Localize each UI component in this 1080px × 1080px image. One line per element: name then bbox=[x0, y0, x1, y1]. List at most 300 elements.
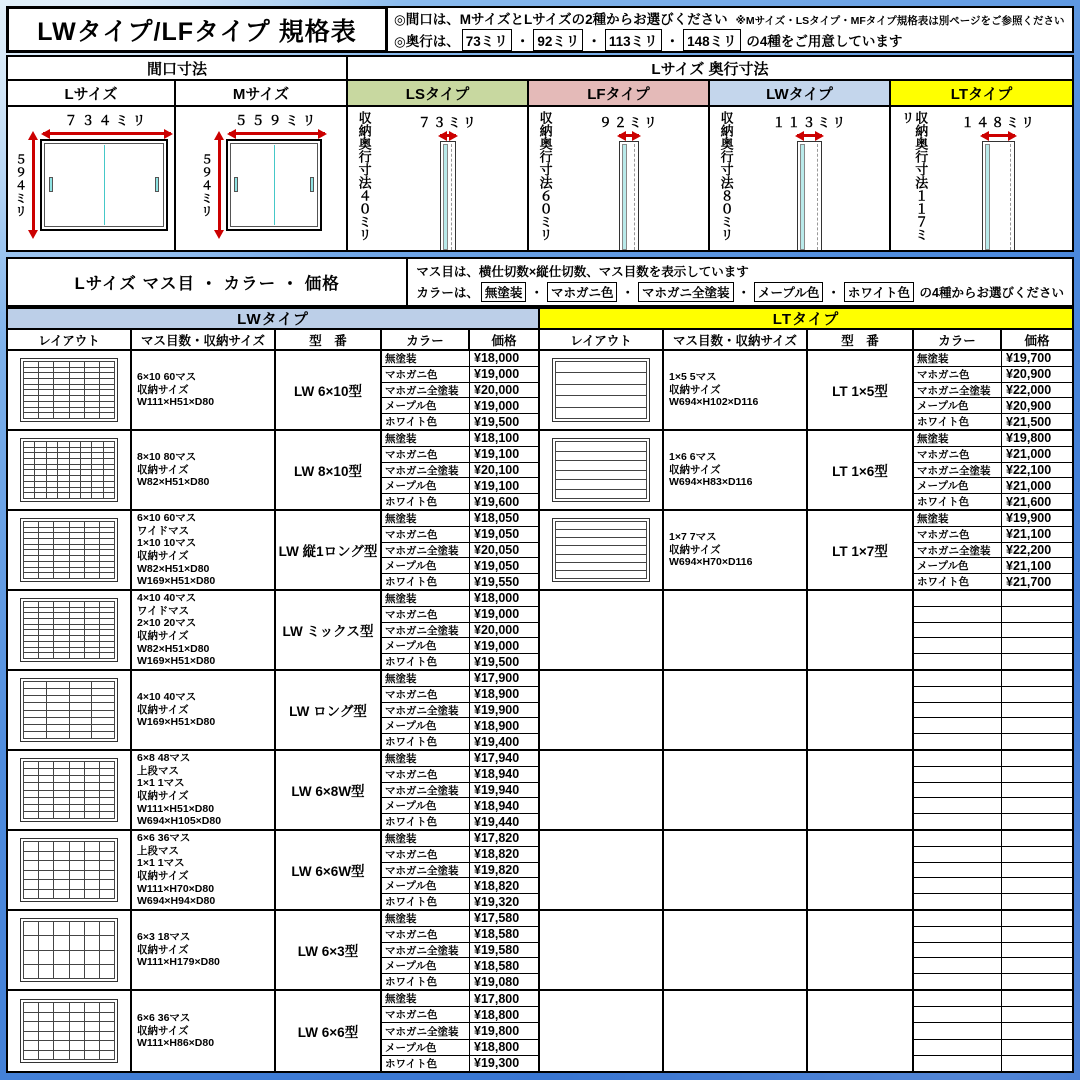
color-name bbox=[914, 1007, 1002, 1022]
grid-cell bbox=[54, 648, 68, 653]
layout-thumbnail bbox=[20, 758, 118, 822]
spec-line: 上段マス bbox=[137, 844, 179, 857]
front-diagram-m bbox=[176, 107, 348, 250]
grid-cell bbox=[556, 490, 646, 499]
depth-option-box: 92ミリ bbox=[533, 29, 583, 51]
grid-cell bbox=[24, 791, 38, 797]
grid-cell bbox=[24, 648, 38, 653]
note-separator: ・ bbox=[665, 34, 680, 49]
spec-cell bbox=[664, 671, 808, 749]
note-separator: ・ bbox=[827, 286, 840, 300]
grid-cell bbox=[100, 636, 114, 641]
grid-cell bbox=[54, 562, 68, 567]
type-header-lf: LFタイプ bbox=[529, 81, 710, 107]
grid-cell bbox=[70, 448, 80, 453]
spec-cell bbox=[664, 591, 808, 669]
grid-cell bbox=[81, 448, 91, 453]
color-name: マホガニ全塗装 bbox=[382, 543, 470, 558]
grid-cell bbox=[70, 619, 84, 624]
color-name bbox=[914, 607, 1002, 622]
grid-cell bbox=[54, 402, 68, 407]
spec-cell bbox=[132, 831, 276, 909]
layout-cell bbox=[8, 991, 132, 1071]
grid-cell bbox=[70, 459, 80, 464]
price-row bbox=[382, 623, 538, 639]
layout-thumbnail bbox=[20, 838, 118, 902]
price-section-title: Lサイズ マス目 ・ カラー ・ 価格 bbox=[8, 259, 408, 305]
price-value: ¥19,900 bbox=[1006, 511, 1052, 526]
grid-cell bbox=[54, 522, 68, 527]
price-value: ¥19,940 bbox=[474, 782, 520, 797]
color-price-cell bbox=[382, 511, 538, 589]
grid-cell bbox=[54, 408, 68, 413]
grid-cell bbox=[85, 776, 99, 782]
grid-cell bbox=[24, 965, 38, 978]
color-price-cell bbox=[914, 671, 1072, 749]
color-name: マホガニ色 bbox=[382, 687, 470, 702]
grid-cell bbox=[35, 476, 45, 481]
model-cell: LW 6×10型 bbox=[276, 351, 382, 429]
layout-thumbnail bbox=[552, 518, 650, 582]
grid-cell bbox=[54, 568, 68, 573]
grid-cell bbox=[100, 762, 114, 768]
price-row bbox=[382, 847, 538, 863]
grid-cell bbox=[104, 453, 114, 458]
grid-cell bbox=[24, 871, 38, 880]
spec-line: 収納サイズ bbox=[669, 383, 721, 396]
spec-line: 6×6 36マス bbox=[137, 832, 191, 845]
note-separator: ・ bbox=[587, 34, 601, 49]
layout-cell bbox=[540, 671, 664, 749]
price-value: ¥18,800 bbox=[474, 1040, 520, 1055]
price-row bbox=[914, 511, 1072, 527]
grid-cell bbox=[100, 408, 114, 413]
grid-cell bbox=[100, 871, 114, 880]
column-header: 型 番 bbox=[276, 330, 382, 349]
price-value bbox=[1002, 1056, 1072, 1071]
spec-line: W111×H51×D80 bbox=[137, 396, 215, 409]
grid-cell bbox=[100, 568, 114, 573]
layout-thumbnail bbox=[20, 598, 118, 662]
grid-cell bbox=[104, 470, 114, 475]
grid-cell bbox=[70, 776, 84, 782]
spec-line: W694×H102×D116 bbox=[669, 396, 759, 409]
product-row bbox=[8, 751, 538, 831]
grid-cell bbox=[39, 602, 53, 607]
depth-option-box: 148ミリ bbox=[683, 29, 741, 51]
grid-cell bbox=[100, 413, 114, 418]
depth-arrow bbox=[797, 134, 822, 137]
grid-cell bbox=[81, 476, 91, 481]
model-cell: LT 1×7型 bbox=[808, 511, 914, 589]
price-value: ¥19,500 bbox=[474, 654, 520, 669]
grid-cell bbox=[24, 783, 38, 789]
layout-cell bbox=[8, 511, 132, 589]
depth-diagram-ls bbox=[348, 107, 529, 250]
spec-cell bbox=[132, 911, 276, 989]
grid-cell bbox=[54, 550, 68, 555]
spec-line: 1×1 1マス bbox=[137, 857, 185, 870]
grid-cell bbox=[104, 448, 114, 453]
product-row bbox=[8, 991, 538, 1071]
grid-cell bbox=[39, 408, 53, 413]
grid-cell bbox=[35, 488, 45, 493]
grid-cell bbox=[92, 725, 114, 731]
grid-cell bbox=[70, 922, 84, 935]
grid-cell bbox=[54, 619, 68, 624]
grid-cell bbox=[58, 459, 68, 464]
price-row bbox=[382, 718, 538, 734]
grid-cell bbox=[85, 573, 99, 578]
model-cell: LW ミックス型 bbox=[276, 591, 382, 669]
grid-cell bbox=[24, 718, 46, 724]
color-price-cell bbox=[914, 511, 1072, 589]
layout-thumbnail bbox=[20, 999, 118, 1063]
price-section-notes bbox=[408, 259, 1072, 305]
grid-cell bbox=[35, 442, 45, 447]
note-separator: ・ bbox=[515, 34, 530, 49]
grid-cell bbox=[47, 476, 57, 481]
grid-cell bbox=[70, 689, 92, 695]
price-row bbox=[382, 367, 538, 383]
grid-cell bbox=[70, 608, 84, 613]
grid-cell bbox=[24, 453, 34, 458]
type-header-lw: LWタイプ bbox=[710, 81, 891, 107]
grid-cell bbox=[100, 556, 114, 561]
price-value: ¥18,580 bbox=[474, 927, 520, 942]
price-value: ¥18,580 bbox=[474, 958, 520, 973]
grid-cell bbox=[85, 805, 99, 811]
color-name bbox=[914, 783, 1002, 798]
depth-diagram bbox=[529, 107, 708, 250]
grid-cell bbox=[54, 936, 68, 949]
note-separator: ・ bbox=[621, 286, 634, 300]
grid-cell bbox=[54, 890, 68, 899]
color-name bbox=[914, 943, 1002, 958]
price-value bbox=[1002, 878, 1072, 893]
grid-cell bbox=[92, 488, 102, 493]
price-value bbox=[1002, 591, 1072, 606]
price-row bbox=[382, 478, 538, 494]
grid-cell bbox=[24, 448, 34, 453]
grid-cell bbox=[70, 769, 84, 775]
price-note-band bbox=[6, 257, 1074, 307]
price-row bbox=[382, 494, 538, 509]
grid-cell bbox=[556, 396, 646, 406]
spec-line: 収納サイズ bbox=[137, 870, 189, 882]
spec-line: 1×1 1マス bbox=[137, 777, 185, 790]
grid-cell bbox=[100, 642, 114, 647]
price-row bbox=[914, 1056, 1072, 1071]
grid-cell bbox=[85, 871, 99, 880]
door-handle-right bbox=[310, 177, 314, 192]
grid-cell bbox=[39, 613, 53, 618]
price-value bbox=[1002, 687, 1072, 702]
spec-cell bbox=[132, 351, 276, 429]
grid-cell bbox=[54, 556, 68, 561]
type-header-ls: LSタイプ bbox=[348, 81, 529, 107]
price-value bbox=[1002, 863, 1072, 878]
back-dash-line bbox=[634, 144, 635, 250]
height-dimension-label: ５９４ミリ bbox=[199, 152, 214, 218]
grid-cell bbox=[85, 619, 99, 624]
grid-cell bbox=[100, 861, 114, 870]
grid-cell bbox=[39, 368, 53, 373]
product-row bbox=[8, 511, 538, 591]
grid-cell bbox=[24, 396, 38, 401]
grid-cell bbox=[54, 769, 68, 775]
grid-cell bbox=[24, 442, 34, 447]
grid-cell bbox=[70, 861, 84, 870]
front-body bbox=[15, 139, 168, 231]
color-name: マホガニ色 bbox=[382, 607, 470, 622]
price-row bbox=[382, 894, 538, 909]
grid-cell bbox=[556, 408, 646, 418]
price-value: ¥18,820 bbox=[474, 878, 520, 893]
color-name: ホワイト色 bbox=[914, 574, 1002, 589]
grid-cell bbox=[39, 1032, 53, 1041]
price-row bbox=[914, 894, 1072, 909]
price-value: ¥18,000 bbox=[474, 351, 520, 366]
price-row bbox=[382, 447, 538, 463]
spec-line: W169×H51×D80 bbox=[137, 716, 216, 729]
depth-diagram bbox=[348, 107, 527, 250]
storage-depth-label: 収納奥行寸法６０ミリ bbox=[537, 111, 553, 241]
price-value: ¥20,900 bbox=[1006, 398, 1052, 413]
note-separator: ・ bbox=[530, 286, 543, 300]
grid-cell bbox=[47, 711, 69, 717]
price-value bbox=[1002, 1023, 1072, 1038]
grid-cell bbox=[39, 871, 53, 880]
spec-line: W111×H70×D80 bbox=[137, 882, 215, 895]
grid-cell bbox=[58, 448, 68, 453]
note1-subtext: ※Mサイズ・LSタイプ・MFタイプ規格表は別ページをご参照ください bbox=[735, 15, 1065, 27]
color-name: ホワイト色 bbox=[382, 974, 470, 989]
spec-cell bbox=[664, 431, 808, 509]
model-cell: LW 6×6型 bbox=[276, 991, 382, 1071]
grid-cell bbox=[70, 798, 84, 804]
grid-cell bbox=[85, 396, 99, 401]
grid-cell bbox=[35, 493, 45, 498]
color-name: ホワイト色 bbox=[382, 734, 470, 749]
color-price-cell bbox=[382, 991, 538, 1071]
grid-cell bbox=[39, 528, 53, 533]
empty-row bbox=[540, 591, 1072, 671]
grid-cell bbox=[39, 648, 53, 653]
spec-line: 6×3 18マス bbox=[137, 931, 191, 944]
model-cell bbox=[808, 831, 914, 909]
grid-cell bbox=[39, 619, 53, 624]
grid-cell bbox=[24, 1003, 38, 1012]
grid-cell bbox=[70, 539, 84, 544]
price-value: ¥17,800 bbox=[474, 991, 520, 1006]
grid-cell bbox=[85, 1032, 99, 1041]
layout-cell bbox=[8, 751, 132, 829]
grid-cell bbox=[85, 390, 99, 395]
grid-cell bbox=[100, 798, 114, 804]
price-value bbox=[1002, 831, 1072, 846]
price-value: ¥17,900 bbox=[474, 671, 520, 686]
door-strip bbox=[985, 144, 990, 250]
color-name: 無塗装 bbox=[382, 991, 470, 1006]
product-row bbox=[8, 831, 538, 911]
grid-cell bbox=[24, 653, 38, 658]
grid-cell bbox=[24, 362, 38, 367]
price-value: ¥17,820 bbox=[474, 831, 520, 846]
grid-cell bbox=[39, 568, 53, 573]
spec-line: 4×10 40マス bbox=[137, 592, 197, 605]
grid-cell bbox=[70, 379, 84, 384]
layout-cell bbox=[540, 991, 664, 1071]
grid-cell bbox=[54, 922, 68, 935]
price-value: ¥19,080 bbox=[474, 974, 520, 989]
model-cell: LW 6×6W型 bbox=[276, 831, 382, 909]
product-row bbox=[8, 911, 538, 991]
color-name bbox=[914, 751, 1002, 766]
grid-cell bbox=[24, 682, 46, 688]
price-value: ¥22,000 bbox=[1006, 382, 1052, 397]
grid-cell bbox=[70, 396, 84, 401]
grid-cell bbox=[24, 408, 38, 413]
grid-cell bbox=[24, 636, 38, 641]
grid-cell bbox=[70, 493, 80, 498]
color-name bbox=[914, 847, 1002, 862]
column-header: 価格 bbox=[491, 333, 517, 348]
grid-cell bbox=[85, 373, 99, 378]
price-value: ¥22,100 bbox=[1006, 462, 1052, 477]
grid-cell bbox=[85, 379, 99, 384]
grid-cell bbox=[24, 842, 38, 851]
grid-cell bbox=[39, 769, 53, 775]
price-row bbox=[914, 574, 1072, 589]
color-price-cell bbox=[914, 751, 1072, 829]
color-price-cell bbox=[914, 431, 1072, 509]
price-row bbox=[914, 591, 1072, 607]
grid-cell bbox=[47, 459, 57, 464]
color-name: 無塗装 bbox=[382, 911, 470, 926]
grid-cell bbox=[24, 1051, 38, 1060]
price-row bbox=[382, 927, 538, 943]
grid-cell bbox=[24, 385, 38, 390]
grid-cell bbox=[556, 538, 646, 545]
grid-cell bbox=[24, 465, 34, 470]
column-header: カラー bbox=[914, 330, 1002, 349]
price-row bbox=[382, 431, 538, 447]
color-name: マホガニ色 bbox=[382, 927, 470, 942]
grid-cell bbox=[85, 636, 99, 641]
grid-cell bbox=[47, 488, 57, 493]
grid-cell bbox=[104, 482, 114, 487]
grid-cell bbox=[85, 1051, 99, 1060]
grid-cell bbox=[85, 762, 99, 768]
layout-cell bbox=[540, 831, 664, 909]
color-name: ホワイト色 bbox=[382, 574, 470, 589]
grid-cell bbox=[39, 812, 53, 818]
layout-cell bbox=[8, 591, 132, 669]
color-name: 無塗装 bbox=[382, 431, 470, 446]
price-row bbox=[382, 1056, 538, 1071]
grid-cell bbox=[70, 602, 84, 607]
grid-cell bbox=[54, 602, 68, 607]
grid-cell bbox=[47, 703, 69, 709]
price-row bbox=[914, 527, 1072, 543]
price-value: ¥17,940 bbox=[474, 751, 520, 766]
grid-cell bbox=[92, 696, 114, 702]
price-value bbox=[1002, 767, 1072, 782]
grid-cell bbox=[92, 465, 102, 470]
height-arrow bbox=[218, 139, 221, 231]
header-note-line1 bbox=[394, 8, 1066, 28]
color-price-cell bbox=[382, 431, 538, 509]
grid-cell bbox=[39, 783, 53, 789]
grid-cell bbox=[100, 791, 114, 797]
grid-cell bbox=[54, 642, 68, 647]
grid-cell bbox=[54, 390, 68, 395]
depth-diagram-lt bbox=[891, 107, 1072, 250]
price-row bbox=[914, 447, 1072, 463]
color-name bbox=[914, 671, 1002, 686]
grid-cell bbox=[24, 390, 38, 395]
grid-cell bbox=[54, 636, 68, 641]
grid-cell bbox=[100, 842, 114, 851]
color-name bbox=[914, 1056, 1002, 1071]
spec-line: 収納サイズ bbox=[137, 790, 189, 802]
grid-cell bbox=[70, 805, 84, 811]
grid-cell bbox=[85, 1013, 99, 1022]
spec-line: 収納サイズ bbox=[137, 550, 189, 562]
price-row bbox=[914, 943, 1072, 959]
color-name bbox=[914, 798, 1002, 813]
grid-cell bbox=[556, 546, 646, 553]
spec-cell bbox=[664, 831, 808, 909]
spec-line: W169×H51×D80 bbox=[137, 575, 216, 588]
grid-cell bbox=[39, 798, 53, 804]
grid-cell bbox=[104, 465, 114, 470]
price-row bbox=[914, 654, 1072, 669]
price-row bbox=[382, 1040, 538, 1056]
price-value: ¥19,820 bbox=[474, 862, 520, 877]
grid-cell bbox=[85, 1003, 99, 1012]
price-row bbox=[382, 1023, 538, 1039]
price-row bbox=[914, 831, 1072, 847]
color-price-cell bbox=[914, 991, 1072, 1071]
product-row bbox=[540, 351, 1072, 431]
grid-cell bbox=[54, 1013, 68, 1022]
layout-grid bbox=[23, 521, 115, 579]
grid-cell bbox=[54, 539, 68, 544]
color-name: メープル色 bbox=[382, 958, 470, 973]
grid-cell bbox=[39, 390, 53, 395]
grid-cell bbox=[39, 1022, 53, 1031]
price-row bbox=[914, 383, 1072, 399]
grid-cell bbox=[24, 798, 38, 804]
grid-cell bbox=[70, 732, 92, 738]
grid-cell bbox=[70, 951, 84, 964]
price-row bbox=[914, 911, 1072, 927]
price-value: ¥20,100 bbox=[474, 462, 520, 477]
depth-dimension-label: ７３ミリ bbox=[417, 115, 478, 130]
front-diagram bbox=[8, 107, 174, 250]
grid-cell bbox=[24, 1022, 38, 1031]
price-row bbox=[914, 414, 1072, 429]
product-row bbox=[8, 671, 538, 751]
grid-cell bbox=[54, 396, 68, 401]
color-name: 無塗装 bbox=[382, 351, 470, 366]
price-row bbox=[382, 974, 538, 989]
spec-line: 8×10 80マス bbox=[137, 451, 197, 464]
layout-cell bbox=[8, 671, 132, 749]
grid-cell bbox=[70, 413, 84, 418]
